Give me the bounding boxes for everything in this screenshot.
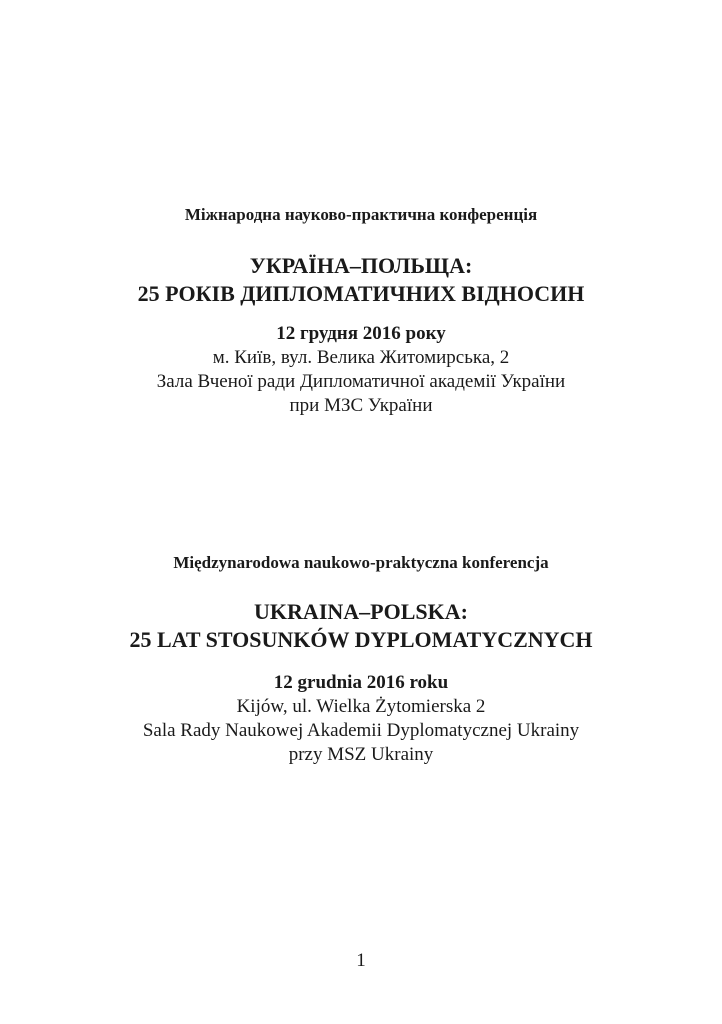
page-number: 1 — [356, 950, 366, 971]
ukrainian-section-subtitle — [0, 204, 722, 226]
ukrainian-event-venue: Зала Вченої ради Дипломатичної академії України — [156, 371, 566, 392]
polish-conference-type: Międzynarodowa naukowo-praktyczna konferencja — [173, 553, 549, 572]
polish-title-line2: 25 LAT STOSUNKÓW DYPLOMATYCZNYCH — [129, 627, 593, 652]
polish-event-venue: Sala Rady Naukowej Akademii Dyplomatycznej Ukrainy — [142, 720, 580, 741]
ukrainian-event-date: 12 грудня 2016 року — [276, 323, 446, 344]
polish-event-details — [0, 671, 722, 767]
polish-title-line1: UKRAINA–POLSKA: — [254, 599, 468, 624]
polish-event-date: 12 grudnia 2016 roku — [273, 672, 449, 693]
ukrainian-conference-type: Міжнародна науково-практична конференція — [184, 205, 538, 224]
polish-event-venue-line2: przy MSZ Ukrainy — [288, 744, 434, 765]
polish-event-address: Kijów, ul. Wielka Żytomierska 2 — [236, 696, 486, 717]
polish-section-subtitle — [0, 552, 722, 574]
ukrainian-title-line1: УКРАЇНА–ПОЛЬЩА: — [249, 253, 473, 278]
polish-section-title — [0, 598, 722, 654]
ukrainian-event-venue-line2: при МЗС України — [289, 395, 433, 416]
ukrainian-event-details — [0, 322, 722, 418]
ukrainian-title-line2: 25 РОКІВ ДИПЛОМАТИЧНИХ ВІДНОСИН — [137, 281, 585, 306]
ukrainian-section-title — [0, 252, 722, 308]
ukrainian-event-address: м. Київ, вул. Велика Житомирська, 2 — [212, 347, 510, 368]
